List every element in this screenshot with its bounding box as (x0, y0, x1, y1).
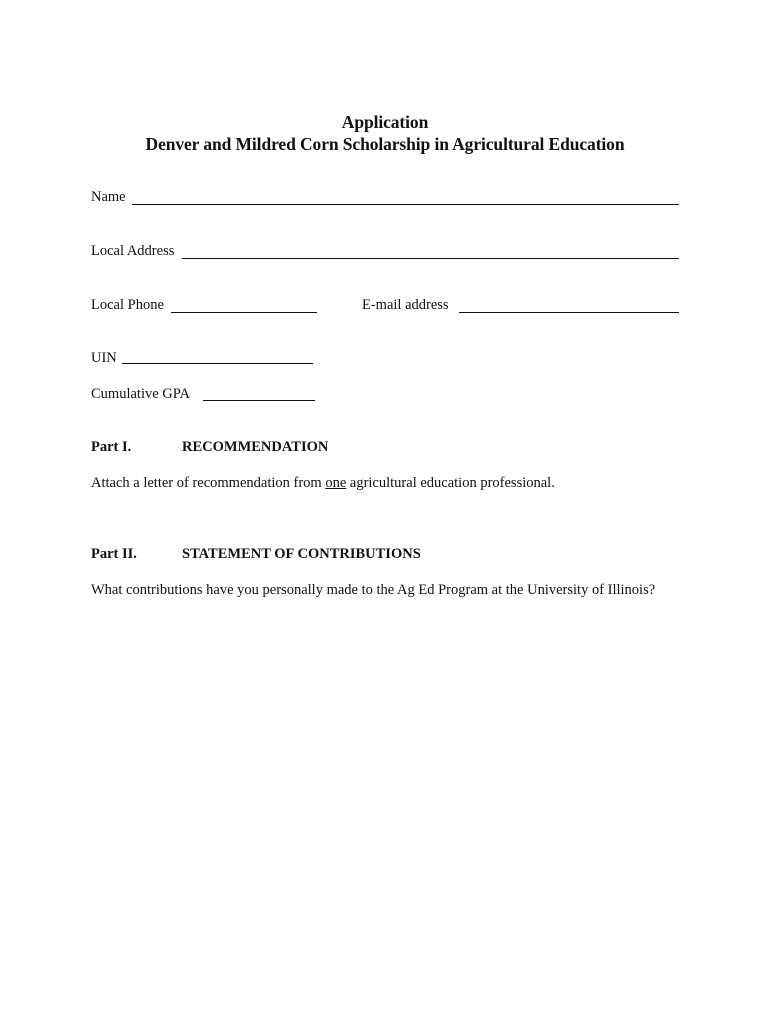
part-2-question: What contributions have you personally made to the Ag Ed Program at the University of Illinois? (91, 582, 656, 598)
name-label: Name (91, 189, 126, 205)
gpa-label: Cumulative GPA (91, 386, 190, 402)
local-phone-field-line[interactable] (171, 312, 317, 313)
part-1-number: Part I. (91, 439, 132, 455)
part-1-instruction (91, 475, 555, 492)
part-2-number: Part II. (91, 546, 137, 562)
document-title: Application (341, 112, 429, 132)
uin-label: UIN (91, 350, 117, 366)
email-field-line[interactable] (459, 312, 679, 313)
email-label: E-mail address (362, 297, 449, 313)
name-field-line[interactable] (132, 204, 679, 205)
part-1-title: RECOMMENDATION (182, 439, 329, 455)
local-address-label: Local Address (91, 243, 175, 259)
part-2-title: STATEMENT OF CONTRIBUTIONS (182, 546, 421, 562)
part-1-text-emphasis: one (325, 475, 347, 491)
uin-field-line[interactable] (122, 363, 313, 364)
local-phone-label: Local Phone (91, 297, 164, 313)
document-subtitle: Denver and Mildred Corn Scholarship in Agricultural Education (145, 134, 625, 154)
part-1-text-end: agricultural education professional. (346, 475, 555, 491)
part-1-text-start: Attach a letter of recommendation from (91, 475, 326, 491)
local-address-field-line[interactable] (182, 258, 679, 259)
gpa-field-line[interactable] (203, 400, 315, 401)
